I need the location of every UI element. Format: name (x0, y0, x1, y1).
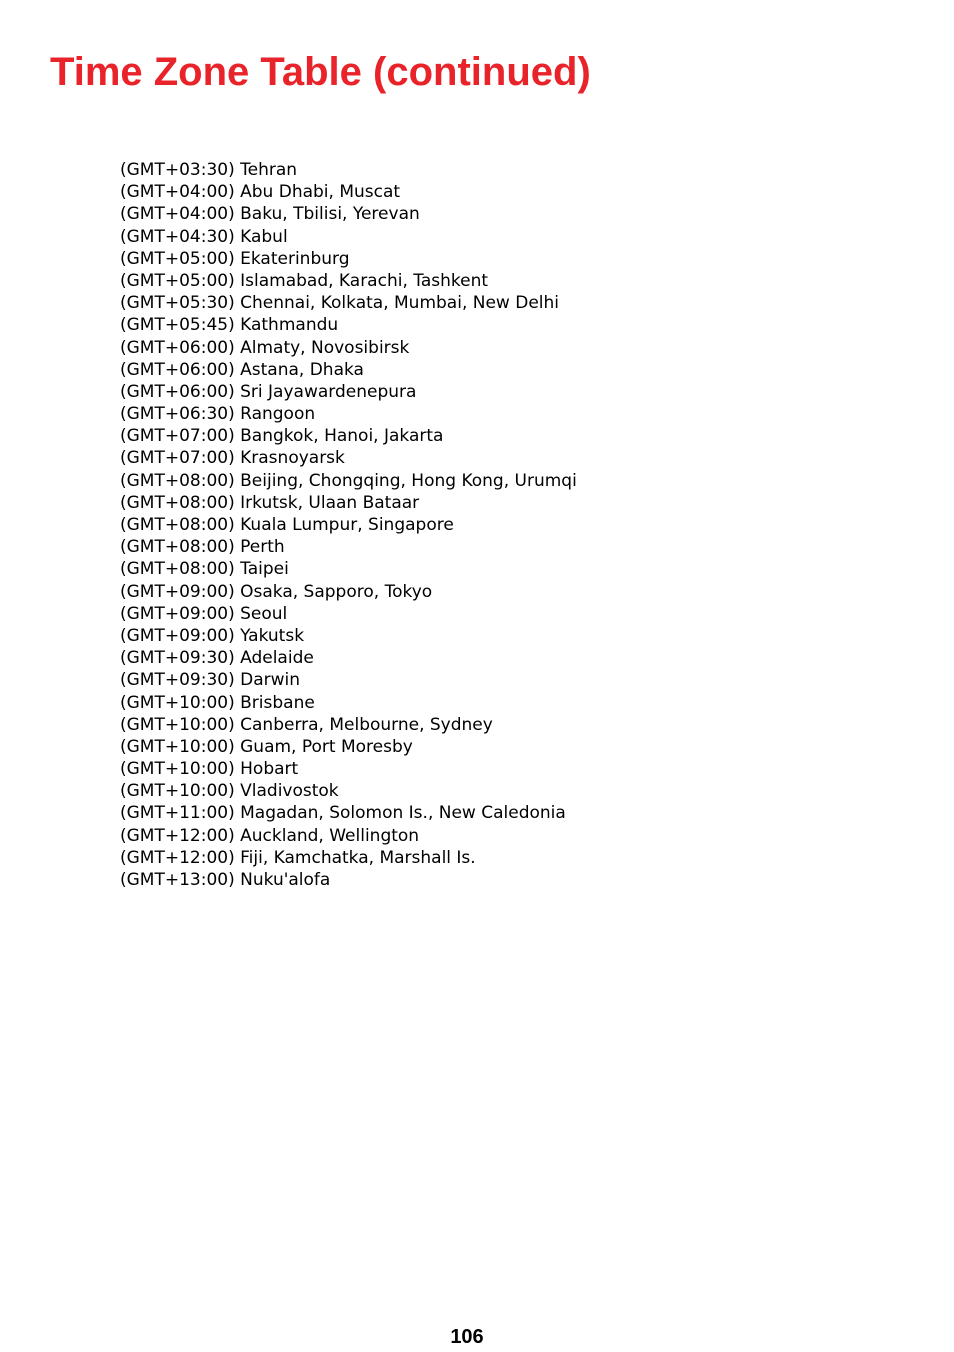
time-zone-item: (GMT+08:00) Irkutsk, Ulaan Bataar (120, 492, 420, 513)
time-zone-item: (GMT+05:00) Ekaterinburg (120, 248, 350, 269)
time-zone-item: (GMT+08:00) Perth (120, 537, 285, 558)
time-zone-item: (GMT+07:00) Bangkok, Hanoi, Jakarta (120, 426, 444, 447)
time-zone-item: (GMT+09:00) Seoul (120, 603, 288, 624)
time-zone-item: (GMT+06:00) Astana, Dhaka (120, 359, 364, 380)
time-zone-item: (GMT+09:00) Yakutsk (120, 625, 305, 646)
time-zone-item: (GMT+12:00) Auckland, Wellington (120, 825, 420, 846)
time-zone-item: (GMT+06:00) Sri Jayawardenepura (120, 381, 417, 402)
time-zone-item: (GMT+06:30) Rangoon (120, 404, 316, 425)
time-zone-item: (GMT+06:00) Almaty, Novosibirsk (120, 337, 410, 358)
time-zone-item: (GMT+04:30) Kabul (120, 226, 288, 247)
time-zone-item: (GMT+13:00) Nuku'alofa (120, 870, 331, 890)
time-zone-item: (GMT+11:00) Magadan, Solomon Is., New Caledonia (120, 803, 566, 824)
time-zone-item: (GMT+08:00) Taipei (120, 559, 289, 580)
time-zone-item: (GMT+08:00) Beijing, Chongqing, Hong Kong, Urumqi (120, 470, 577, 491)
time-zone-item: (GMT+05:45) Kathmandu (120, 315, 339, 336)
time-zone-item: (GMT+12:00) Fiji, Kamchatka, Marshall Is. (120, 847, 476, 868)
time-zone-item: (GMT+03:30) Tehran (120, 160, 298, 180)
time-zone-item: (GMT+07:00) Krasnoyarsk (120, 448, 345, 469)
time-zone-item: (GMT+10:00) Hobart (120, 759, 299, 780)
page-title: Time Zone Table (continued) (50, 50, 591, 94)
time-zone-item: (GMT+04:00) Abu Dhabi, Muscat (120, 182, 401, 203)
time-zone-item: (GMT+10:00) Guam, Port Moresby (120, 736, 413, 757)
time-zone-item: (GMT+04:00) Baku, Tbilisi, Yerevan (120, 204, 420, 225)
time-zone-item: (GMT+10:00) Vladivostok (120, 781, 339, 802)
page-number: 106 (450, 1326, 484, 1348)
time-zone-item: (GMT+09:30) Adelaide (120, 648, 314, 669)
time-zone-item: (GMT+10:00) Canberra, Melbourne, Sydney (120, 714, 493, 735)
time-zone-list (120, 159, 577, 891)
time-zone-item: (GMT+05:00) Islamabad, Karachi, Tashkent (120, 270, 489, 291)
time-zone-item: (GMT+08:00) Kuala Lumpur, Singapore (120, 515, 454, 535)
time-zone-item: (GMT+09:00) Osaka, Sapporo, Tokyo (120, 581, 433, 602)
time-zone-item: (GMT+05:30) Chennai, Kolkata, Mumbai, New Delhi (120, 293, 560, 314)
time-zone-item: (GMT+09:30) Darwin (120, 670, 301, 691)
time-zone-item: (GMT+10:00) Brisbane (120, 692, 315, 713)
